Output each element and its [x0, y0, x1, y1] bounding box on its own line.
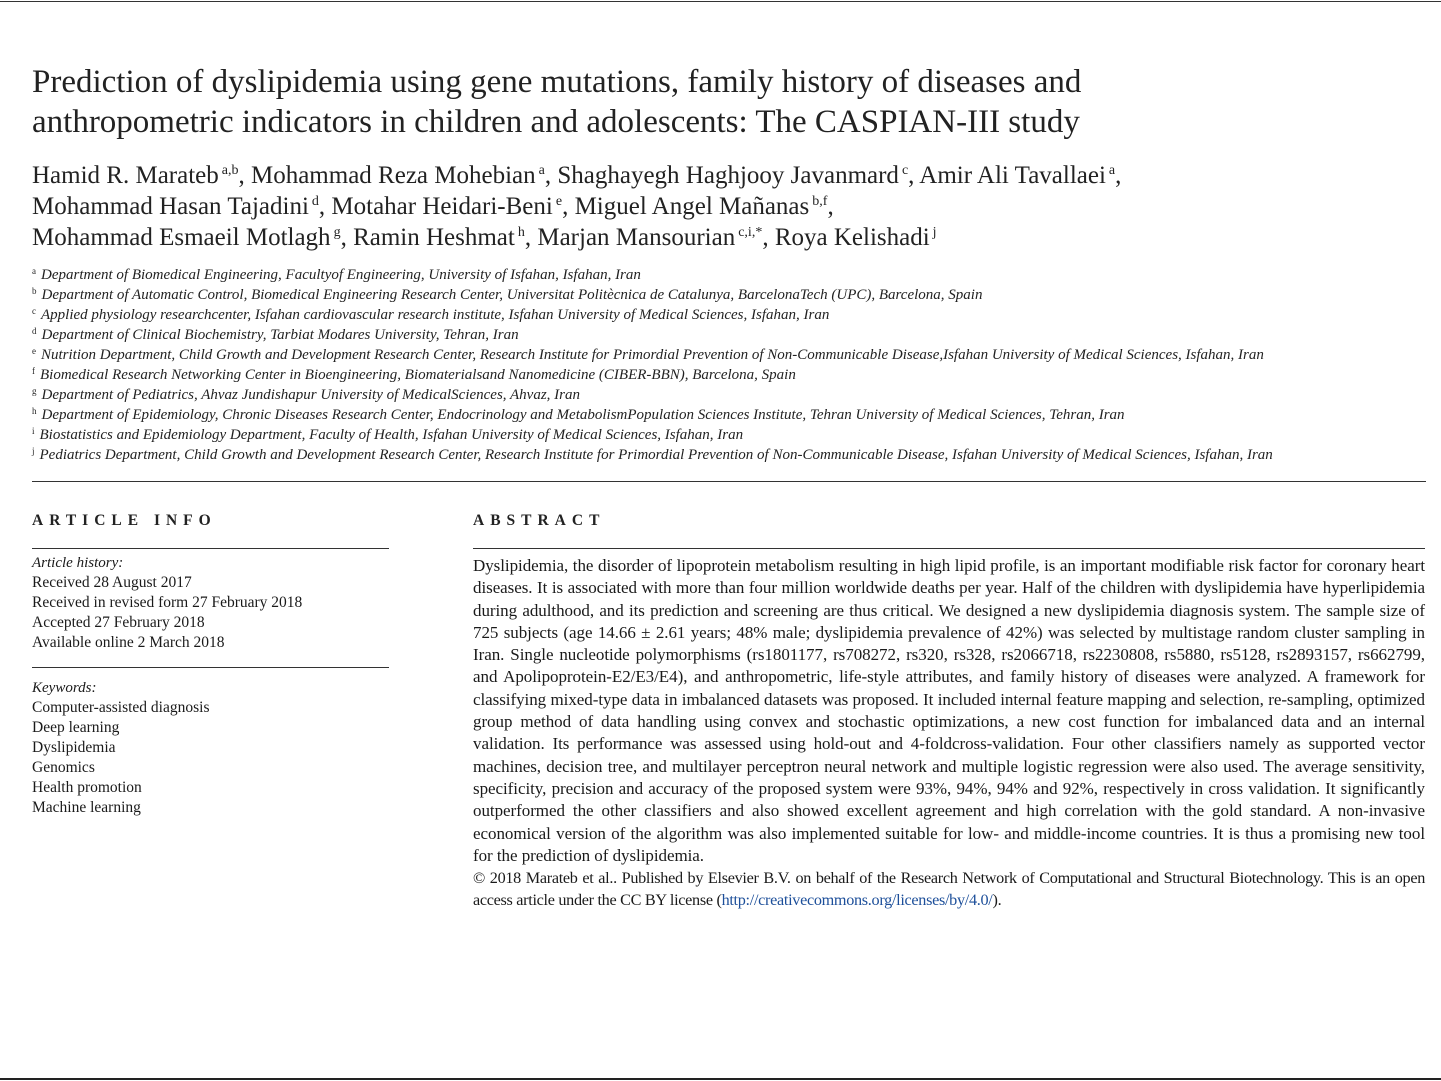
author-entry [775, 224, 937, 251]
keyword-item: Machine learning [32, 799, 141, 816]
article-history-label: Article history: [32, 555, 124, 571]
affiliation-list [32, 265, 1426, 465]
author-name: Ramin Heshmat [353, 224, 515, 251]
author-entry [557, 162, 919, 189]
keyword-item: Genomics [32, 759, 95, 776]
author-entry [353, 224, 537, 251]
keyword-item: Health promotion [32, 779, 142, 796]
keyword-item: Dyslipidemia [32, 739, 116, 756]
affiliation-text: Department of Biomedical Engineering, Facultyof Engineering, University of Isfahan, Isfahan, Iran [41, 267, 641, 283]
author-affiliation-marker: e [555, 194, 563, 209]
affiliation-text: Biomedical Research Networking Center in Bioengineering, Biomaterialsand Nanomedicine (CIBER-BBN), Barcelona, Spain [40, 367, 796, 383]
author-separator: , [1115, 162, 1122, 189]
article-front-page [32, 62, 1426, 911]
affiliation-text: Department of Epidemiology, Chronic Diseases Research Center, Endocrinology and MetabolismPopulation Sciences Institute, Tehran University of Medical Sciences, Tehran, Iran [41, 407, 1125, 423]
abstract-heading: ABSTRACT [473, 512, 606, 529]
affiliation-marker: g [32, 386, 37, 396]
affiliation-marker: b [32, 286, 37, 296]
article-title: Prediction of dyslipidemia using gene mutations, family history of diseases and anthropometric indicators in children and adolescents: The CASPIAN-III study [32, 64, 1082, 140]
article-info-rule [32, 548, 389, 549]
affiliation-text: Pediatrics Department, Child Growth and Development Research Center, Research Institute for Primordial Prevention of Non-Communicable Disease, Isfahan University of Medical Sciences, Isfahan, Iran [39, 447, 1273, 463]
top-rule [0, 1, 1441, 2]
author-affiliation-marker: g [333, 225, 341, 240]
history-item: Received in revised form 27 February 2018 [32, 594, 303, 611]
affiliation-item [32, 445, 1426, 465]
keywords-block [32, 667, 389, 818]
article-history-list [32, 573, 389, 653]
keywords-label: Keywords: [32, 680, 97, 696]
copyright-suffix: ). [992, 891, 1002, 910]
affiliation-item [32, 405, 1426, 425]
affiliation-text: Department of Automatic Control, Biomedical Engineering Research Center, Universitat Politècnica de Catalunya, BarcelonaTech (UPC), Barcelona, Spain [41, 287, 983, 303]
affiliation-marker: i [32, 426, 35, 436]
author-affiliation-marker: a [1108, 163, 1116, 178]
affiliation-item [32, 285, 1426, 305]
author-separator: , [908, 162, 920, 189]
author-affiliation-marker: j [932, 225, 937, 240]
affiliation-text: Nutrition Department, Child Growth and Development Research Center, Research Institute for Primordial Prevention of Non-Communicable Disease,Isfahan University of Medical Sciences, Isfahan, Iran [41, 347, 1264, 363]
affiliation-marker: c [32, 306, 36, 316]
author-entry [919, 162, 1121, 189]
affiliation-item [32, 425, 1426, 445]
author-list [32, 160, 1412, 253]
history-item: Available online 2 March 2018 [32, 634, 225, 651]
author-separator: , [524, 224, 538, 251]
abstract-column [473, 512, 1425, 911]
history-item: Accepted 27 February 2018 [32, 614, 205, 631]
affiliation-text: Biostatistics and Epidemiology Department, Faculty of Health, Isfahan University of Medical Sciences, Isfahan, Iran [39, 427, 744, 443]
author-entry [32, 193, 331, 220]
affiliation-item [32, 325, 1426, 345]
affiliation-marker: h [32, 406, 37, 416]
author-separator: , [238, 162, 251, 189]
author-name: Mohammad Hasan Tajadini [32, 193, 309, 220]
abstract-rule [473, 548, 1425, 549]
keyword-item: Deep learning [32, 719, 120, 736]
affiliation-marker: e [32, 346, 36, 356]
affiliation-marker: j [32, 446, 35, 456]
author-separator: , [762, 224, 775, 251]
author-name: Mohammad Reza Mohebian [250, 162, 536, 189]
author-separator: , [562, 193, 575, 220]
keyword-item: Computer-assisted diagnosis [32, 699, 210, 716]
affiliation-item [32, 265, 1426, 285]
author-affiliation-marker: a,b [221, 163, 239, 178]
author-entry [575, 193, 834, 220]
author-affiliation-marker: c [901, 163, 909, 178]
affiliation-item [32, 305, 1426, 325]
author-affiliation-marker: d [311, 194, 319, 209]
abstract-text: Dyslipidemia, the disorder of lipoprotein metabolism resulting in high lipid profile, is an important modifiable risk factor for coronary heart diseases. It is associated with more than four million worldwide deaths per year. Half of the children with dyslipidemia have hyperlipidemia during adulthood, and its prediction and screening are thus critical. We designed a new dyslipidemia diagnosis system. The sample size of 725 subjects (age 14.66 ± 2.61 years; 48% male; dyslipidemia prevalence of 42%) was selected by multistage random cluster sampling in Iran. Single nucleotide polymorphisms (rs1801177, rs708272, rs320, rs328, rs2066718, rs2230808, rs5880, rs5128, rs2893157, rs662799, and Apolipoprotein-E2/E3/E4), and anthropometric, life-style attributes, and family history of diseases were analyzed. A framework for classifying mixed-type data in imbalanced datasets was proposed. It included internal feature mapping and selection, re-sampling, optimized group method of data handling using convex and stochastic optimizations, a new cost function for imbalanced data and an internal validation. Its performance was assessed using hold-out and 4-foldcross-validation. Four other classifiers namely as supported vector machines, decision tree, and multilayer perceptron neural network and multiple logistic regression were also used. The average sensitivity, specificity, precision and accuracy of the proposed system were 93%, 94%, 94% and 92%, respectively in cross validation. It significantly outperformed the other classifiers and also showed excellent agreement and high correlation with the gold standard. A non-invasive economical version of the algorithm was also implemented suitable for low- and middle-income countries. It is thus a promising new tool for the prediction of dyslipidemia. [473, 556, 1425, 865]
author-separator: , [318, 193, 332, 220]
author-entry [32, 224, 353, 251]
affiliation-item [32, 365, 1426, 385]
author-affiliation-marker: a [538, 163, 545, 178]
author-name: Amir Ali Tavallaei [919, 162, 1106, 189]
keywords-list [32, 698, 389, 818]
author-entry [331, 193, 574, 220]
affiliation-text: Department of Pediatrics, Ahvaz Jundishapur University of MedicalSciences, Ahvaz, Iran [41, 387, 581, 403]
affiliation-text: Department of Clinical Biochemistry, Tarbiat Modares University, Tehran, Iran [41, 327, 519, 343]
article-info-column [32, 512, 389, 911]
author-name: Hamid R. Marateb [32, 162, 219, 189]
author-affiliation-marker: h [517, 225, 525, 240]
affiliation-marker: d [32, 326, 37, 336]
author-name: Marjan Mansourian [537, 224, 736, 251]
author-separator: , [340, 224, 354, 251]
copyright-notice [473, 867, 1425, 911]
author-entry [251, 162, 557, 189]
history-item: Received 28 August 2017 [32, 574, 192, 591]
affiliation-marker: a [32, 266, 36, 276]
license-link[interactable]: http://creativecommons.org/licenses/by/4.0/ [721, 891, 993, 910]
affiliation-marker: f [32, 366, 35, 376]
copyright-text: © 2018 Marateb et al.. Published by Elsevier B.V. on behalf of the Research Network of Computational and Structural Biotechnology. This is an open access article under the CC BY license ( [473, 869, 1425, 910]
author-affiliation-marker: b,f [812, 194, 828, 209]
affiliation-item [32, 345, 1426, 365]
affiliation-item [32, 385, 1426, 405]
author-separator: , [827, 193, 834, 220]
author-name: Motahar Heidari-Beni [331, 193, 553, 220]
article-info-heading: ARTICLE INFO [32, 512, 217, 529]
author-name: Miguel Angel Mañanas [574, 193, 810, 220]
bottom-rule [0, 1078, 1441, 1080]
author-name: Mohammad Esmaeil Motlagh [32, 224, 331, 251]
header-divider [32, 481, 1426, 482]
author-affiliation-marker: c,i,* [738, 225, 763, 240]
article-body-columns [32, 512, 1426, 911]
author-entry [32, 162, 251, 189]
author-separator: , [544, 162, 558, 189]
author-name: Roya Kelishadi [774, 224, 930, 251]
author-entry [537, 224, 774, 251]
affiliation-text: Applied physiology researchcenter, Isfahan cardiovascular research institute, Isfahan University of Medical Sciences, Isfahan, Iran [41, 307, 830, 323]
author-name: Shaghayegh Haghjooy Javanmard [557, 162, 899, 189]
